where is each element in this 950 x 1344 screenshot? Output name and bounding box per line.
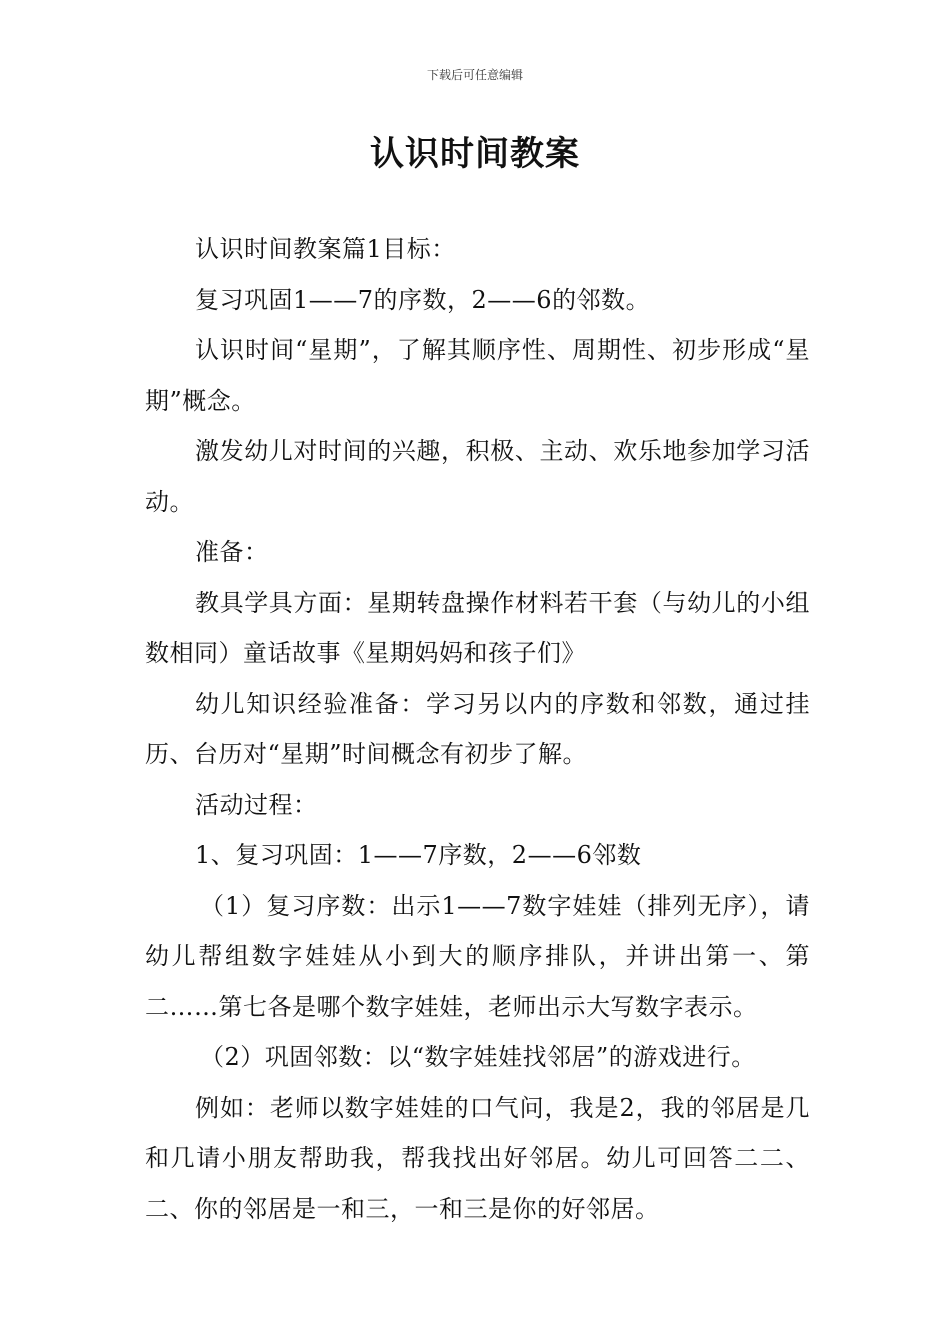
paragraph-9: 1、复习巩固：1——7序数，2——6邻数 <box>195 841 642 869</box>
paragraph-8: 活动过程： <box>195 790 318 819</box>
paragraph-2: 复习巩固1——7的序数，2——6的邻数。 <box>195 285 651 314</box>
paragraph-6: 教具学具方面：星期转盘操作材料若干套（与幼儿的小组数相同）童话故事《星期妈妈和孩子们》 <box>145 588 810 667</box>
paragraph-12: 例如：老师以数字娃娃的口气问，我是2，我的邻居是几和几请小朋友帮助我，帮我找出好邻居。幼儿可回答二二、二、你的邻居是一和三，一和三是你的好邻居。 <box>145 1093 810 1223</box>
page-title: 认识时间教案 <box>370 134 580 174</box>
paragraph-11: （2）巩固邻数：以“数字娃娃找邻居”的游戏进行。 <box>200 1043 756 1071</box>
paragraph-1: 认识时间教案篇1目标： <box>195 235 456 263</box>
header-note: 下载后可任意编辑 <box>426 68 523 82</box>
paragraph-7: 幼儿知识经验准备：学习另以内的序数和邻数，通过挂历、台历对“星期”时间概念有初步了解。 <box>145 689 810 768</box>
document-body <box>145 224 810 1234</box>
paragraph-3: 认识时间“星期”，了解其顺序性、周期性、初步形成“星期”概念。 <box>145 336 810 415</box>
paragraph-4: 激发幼儿对时间的兴趣，积极、主动、欢乐地参加学习活动。 <box>145 437 810 516</box>
paragraph-5: 准备： <box>195 538 269 566</box>
paragraph-10: （1）复习序数：出示1——7数字娃娃（排列无序），请幼儿帮组数字娃娃从小到大的顺序排队，并讲出第一、第二……第七各是哪个数字娃娃，老师出示大写数字表示。 <box>145 891 810 1021</box>
